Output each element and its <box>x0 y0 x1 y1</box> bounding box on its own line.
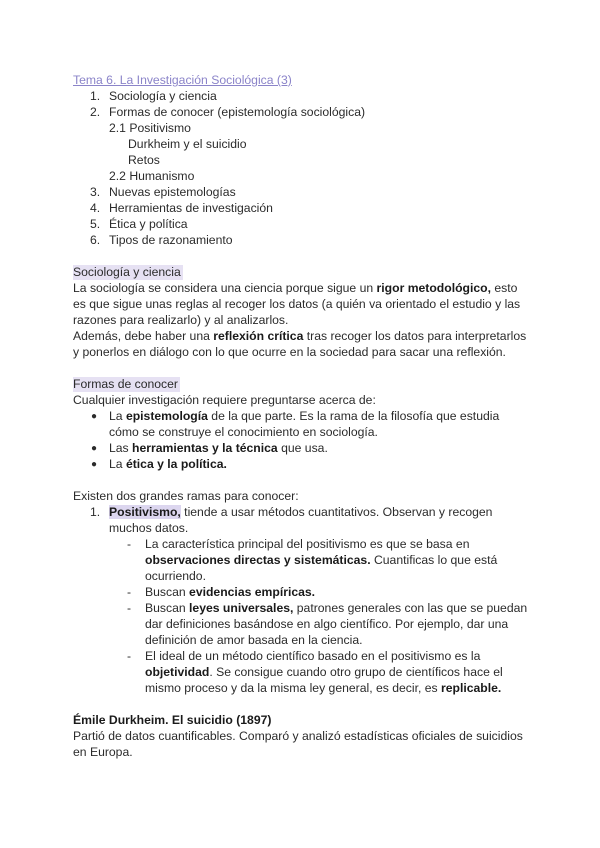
document-title[interactable]: Tema 6. La Investigación Sociológica (3) <box>73 73 292 87</box>
paragraph-line: razones para realizarlo) y al analizarlos. <box>73 313 289 327</box>
bullet-item-3: La ética y la política. <box>109 457 227 471</box>
toc-item-4: Herramientas de investigación <box>109 201 273 215</box>
dash-item-1-cont: observaciones directas y sistemáticas. Cuantificas lo que está <box>145 553 498 567</box>
paragraph-line: La sociología se considera una ciencia porque sigue un rigor metodológico, esto <box>73 281 518 295</box>
dash-item-1: La característica principal del positivismo es que se basa en <box>145 537 470 551</box>
toc-number: 6. <box>90 233 101 247</box>
paragraph-line: Existen dos grandes ramas para conocer: <box>73 489 299 503</box>
dash-item-3-cont: definición de amor basada en la ciencia. <box>145 633 363 647</box>
paragraph-line: Cualquier investigación requiere preguntarse acerca de: <box>73 393 376 407</box>
dash-item-4-cont: objetividad. Se consigue cuando otro grupo de científicos hace el <box>145 665 503 679</box>
dash-item-2: Buscan evidencias empíricas. <box>145 585 316 599</box>
section-heading-sociologia: Sociología y ciencia <box>73 265 181 279</box>
dash-marker: - <box>127 585 132 599</box>
toc-subitem-retos: Retos <box>128 153 160 167</box>
toc-number: 5. <box>90 217 101 231</box>
dash-item-4: El ideal de un método científico basado en el positivismo es la <box>145 649 481 663</box>
paragraph-line: Además, debe haber una reflexión crítica tras recoger los datos para interpretarlos <box>73 329 527 343</box>
toc-item-1: Sociología y ciencia <box>109 89 217 103</box>
bullet-icon: ● <box>91 411 98 422</box>
dash-marker: - <box>127 601 132 615</box>
toc-item-6: Tipos de razonamiento <box>109 233 233 247</box>
toc-number: 1. <box>90 89 101 103</box>
dash-marker: - <box>127 649 132 663</box>
toc-number: 2. <box>90 105 101 119</box>
toc-number: 3. <box>90 185 101 199</box>
section-heading-formas: Formas de conocer <box>73 377 178 391</box>
bullet-item-1: La epistemología de la que parte. Es la rama de la filosofía que estudia <box>109 409 500 423</box>
bullet-item-1-cont: cómo se construye el conocimiento en sociología. <box>109 425 378 439</box>
toc-subitem-2-2: 2.2 Humanismo <box>109 169 195 183</box>
toc-subitem-2-1: 2.1 Positivismo <box>109 121 191 135</box>
numbered-item-cont: muchos datos. <box>109 521 189 535</box>
section-heading-durkheim: Émile Durkheim. El suicidio (1897) <box>73 713 272 727</box>
paragraph-line: es que sigue unas reglas al recoger los datos (a quién va orientado el estudio y las <box>73 297 521 311</box>
toc-item-3: Nuevas epistemologías <box>109 185 236 199</box>
dash-item-1-cont: ocurriendo. <box>145 569 206 583</box>
dash-item-3: Buscan leyes universales, patrones generales con las que se puedan <box>145 601 528 615</box>
dash-marker: - <box>127 537 132 551</box>
toc-item-5: Ética y política <box>109 217 188 231</box>
toc-subitem-durkheim: Durkheim y el suicidio <box>128 137 247 151</box>
paragraph-line: en Europa. <box>73 745 133 759</box>
bullet-item-2: Las herramientas y la técnica que usa. <box>109 441 328 455</box>
dash-item-3-cont: dar definiciones basándose en algo científico. Por ejemplo, dar una <box>145 617 509 631</box>
paragraph-line: y ponerlos en diálogo con lo que ocurre en la sociedad para sacar una reflexión. <box>73 345 506 359</box>
numbered-item-positivismo: Positivismo, tiende a usar métodos cuantitativos. Observan y recogen <box>109 505 493 519</box>
toc-number: 4. <box>90 201 101 215</box>
bullet-icon: ● <box>91 443 98 454</box>
toc-item-2: Formas de conocer (epistemología sociológica) <box>109 105 366 119</box>
bullet-icon: ● <box>91 459 98 470</box>
list-number: 1. <box>90 505 101 519</box>
dash-item-4-cont: mismo proceso y da la misma ley general, es decir, es replicable. <box>145 681 502 695</box>
paragraph-line: Partió de datos cuantificables. Comparó y analizó estadísticas oficiales de suicidios <box>73 729 523 743</box>
